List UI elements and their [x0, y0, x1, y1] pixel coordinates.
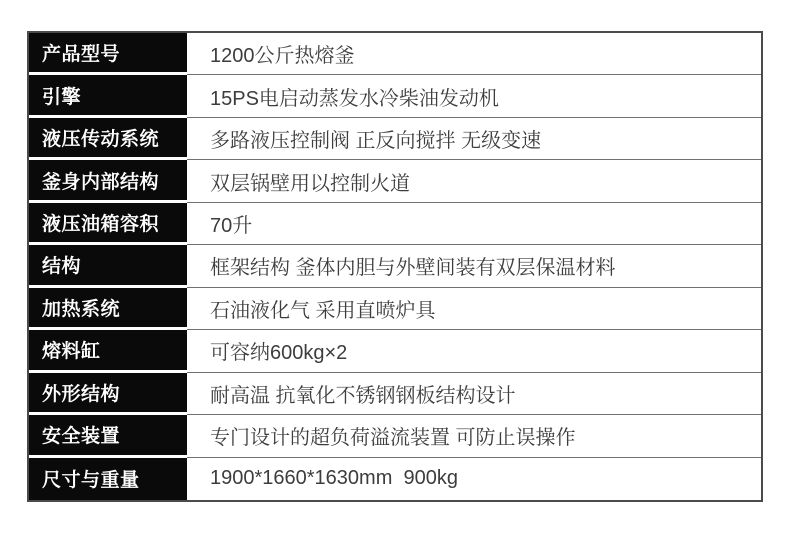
spec-row [29, 75, 761, 117]
spec-label-cell: 液压油箱容积 [29, 203, 187, 245]
spec-value-cell: 多路液压控制阀 正反向搅拌 无级变速 [187, 118, 761, 160]
spec-label-cell: 液压传动系统 [29, 118, 187, 160]
spec-row [29, 160, 761, 202]
spec-row [29, 330, 761, 372]
product-specification-table [27, 31, 763, 502]
spec-label-cell: 釜身内部结构 [29, 160, 187, 202]
spec-row [29, 373, 761, 415]
spec-label-cell: 外形结构 [29, 373, 187, 415]
spec-row [29, 245, 761, 287]
spec-row [29, 203, 761, 245]
spec-value-cell: 专门设计的超负荷溢流装置 可防止误操作 [187, 415, 761, 457]
spec-row [29, 415, 761, 457]
spec-label-cell: 安全装置 [29, 415, 187, 457]
spec-label-cell: 产品型号 [29, 33, 187, 75]
spec-label-cell: 引擎 [29, 75, 187, 117]
spec-value-cell: 双层锅壁用以控制火道 [187, 160, 761, 202]
spec-value-cell: 可容纳600kg×2 [187, 330, 761, 372]
spec-value-cell: 1900*1660*1630mm 900kg [187, 458, 761, 500]
spec-row [29, 288, 761, 330]
spec-label-cell: 加热系统 [29, 288, 187, 330]
spec-row [29, 118, 761, 160]
spec-value-cell: 石油液化气 采用直喷炉具 [187, 288, 761, 330]
spec-value-cell: 15PS电启动蒸发水冷柴油发动机 [187, 75, 761, 117]
spec-label-cell: 熔料缸 [29, 330, 187, 372]
spec-label-cell: 尺寸与重量 [29, 458, 187, 500]
spec-value-cell: 70升 [187, 203, 761, 245]
spec-row [29, 33, 761, 75]
spec-row [29, 458, 761, 500]
spec-value-cell: 框架结构 釜体内胆与外壁间装有双层保温材料 [187, 245, 761, 287]
spec-label-cell: 结构 [29, 245, 187, 287]
spec-value-cell: 1200公斤热熔釜 [187, 33, 761, 75]
spec-value-cell: 耐高温 抗氧化不锈钢钢板结构设计 [187, 373, 761, 415]
